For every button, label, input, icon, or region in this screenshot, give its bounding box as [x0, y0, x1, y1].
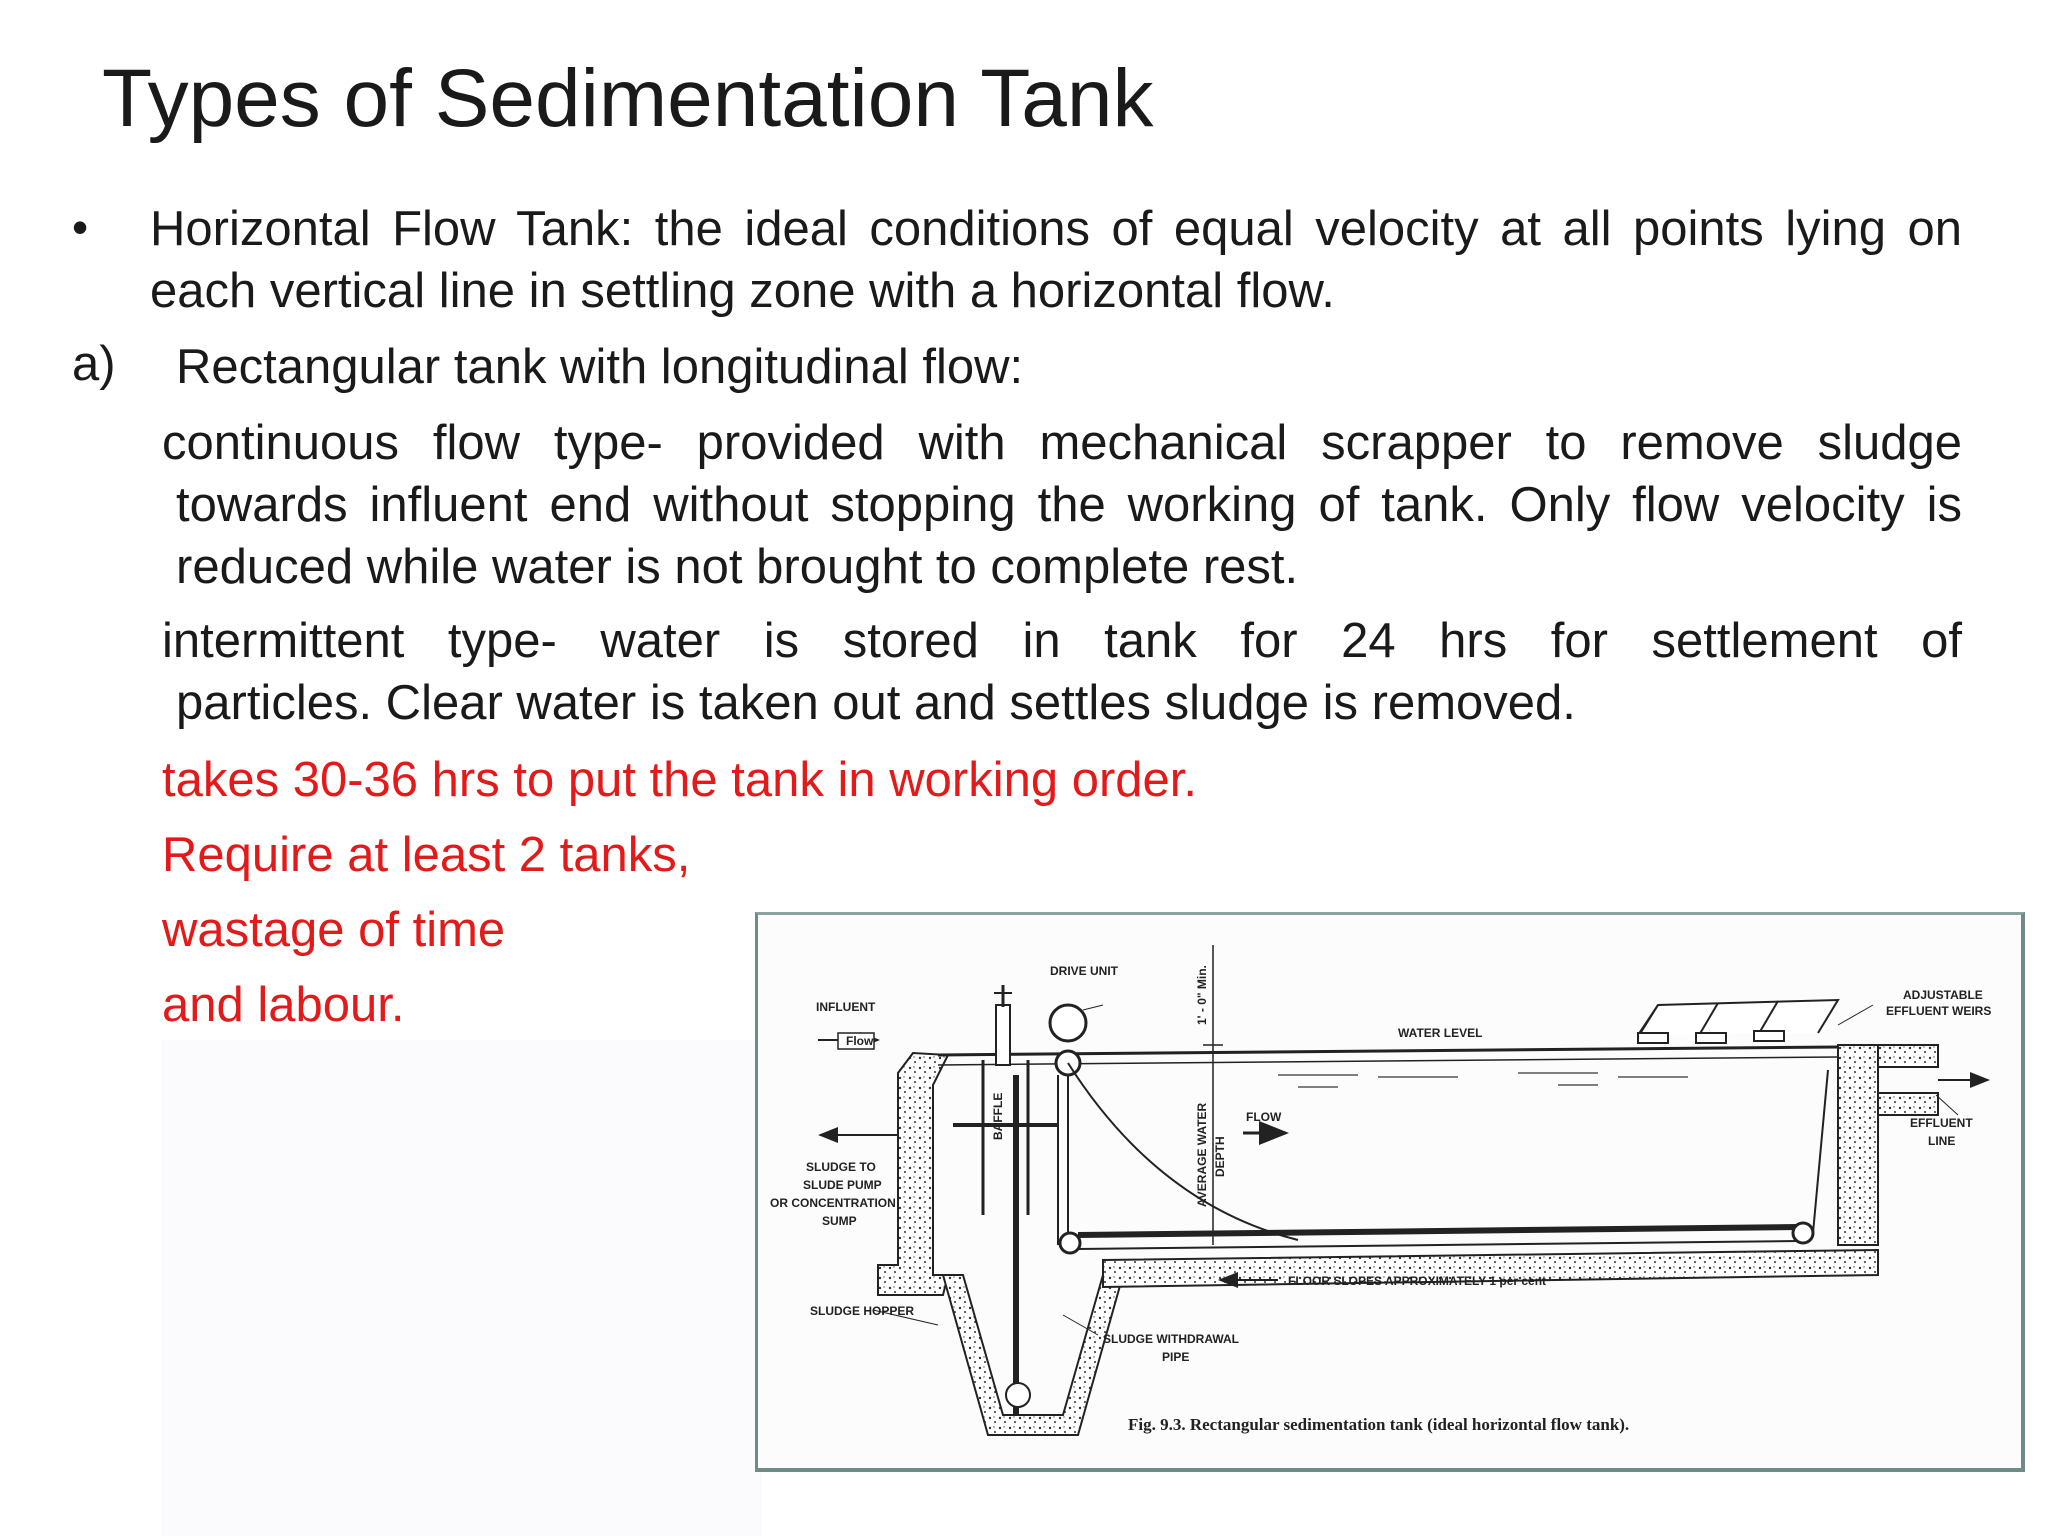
figure-caption: Fig. 9.3. Rectangular sedimentation tank (ideal horizontal flow tank).	[1128, 1415, 1630, 1434]
label-water-level: WATER LEVEL	[1398, 1026, 1483, 1040]
label-sludge-to-1: SLUDGE TO	[806, 1160, 876, 1174]
label-withdrawal-1: SLUDGE WITHDRAWAL	[1103, 1332, 1239, 1346]
intermittent-first-line: intermittent type- water is stored in tank for 24 hrs for settlement of	[162, 614, 1962, 668]
label-sludge-to-2: SLUDE PUMP	[803, 1178, 882, 1192]
label-sludge-to-3: OR CONCENTRATION	[770, 1196, 896, 1210]
red-note-labour: and labour.	[162, 978, 405, 1032]
continuous-flow-paragraph	[162, 412, 1962, 598]
label-flow-box: Flow	[846, 1034, 874, 1048]
sub-item-heading: Rectangular tank with longitudinal flow:	[176, 340, 1024, 394]
label-withdrawal-2: PIPE	[1162, 1350, 1190, 1364]
label-weirs-2: EFFLUENT WEIRS	[1886, 1004, 1992, 1018]
bullet-marker: •	[72, 201, 89, 253]
continuous-flow-rest: towards influent end without stopping the working of tank. Only flow velocity is reduced while water is not brought to complete rest.	[176, 478, 1962, 594]
figure-backdrop	[162, 1040, 762, 1536]
label-baffle: BAFFLE	[991, 1092, 1005, 1140]
drive-post	[996, 1005, 1010, 1065]
label-effluent-2: LINE	[1928, 1134, 1956, 1148]
scraper-chain	[1078, 1227, 1798, 1235]
red-note-working-order: takes 30-36 hrs to put the tank in working order.	[162, 753, 1198, 807]
tank-diagram-figure	[755, 912, 2025, 1472]
horizontal-flow-bullet: Horizontal Flow Tank: the ideal conditions of equal velocity at all points lying on each vertical line in settling zone with a horizontal flow.	[150, 202, 1962, 318]
red-note-two-tanks: Require at least 2 tanks,	[162, 828, 691, 882]
slide-title: Types of Sedimentation Tank	[102, 53, 1154, 144]
intermittent-rest: particles. Clear water is taken out and settles sludge is removed.	[176, 676, 1576, 730]
effluent-weirs	[1638, 1000, 1838, 1043]
label-min-depth: 1' - 0" Min.	[1195, 965, 1209, 1025]
red-note-wastage: wastage of time	[162, 903, 506, 957]
label-drive-unit: DRIVE UNIT	[1050, 964, 1119, 978]
sub-item-marker: a)	[72, 337, 116, 391]
label-flow: FLOW	[1246, 1110, 1282, 1124]
label-influent: INFLUENT	[816, 1000, 876, 1014]
continuous-flow-first-line: continuous flow type- provided with mechanical scrapper to remove sludge	[162, 416, 1962, 470]
label-weirs-1: ADJUSTABLE	[1903, 988, 1983, 1002]
drive-unit	[1050, 1005, 1086, 1041]
tank-walls	[878, 1045, 1938, 1435]
intermittent-paragraph	[162, 610, 1962, 734]
label-depth: DEPTH	[1213, 1136, 1227, 1177]
label-average-water: AVERAGE WATER	[1195, 1102, 1209, 1207]
label-sludge-hopper: SLUDGE HOPPER	[810, 1304, 915, 1318]
label-effluent-1: EFFLUENT	[1910, 1116, 1973, 1130]
label-sludge-to-4: SUMP	[822, 1214, 857, 1228]
tank-diagram	[758, 915, 2024, 1471]
scraper-chain-curve	[1068, 1063, 1298, 1240]
label-floor-slopes: FLOOR SLOPES APPROXIMATELY 1 per cent	[1288, 1274, 1547, 1288]
